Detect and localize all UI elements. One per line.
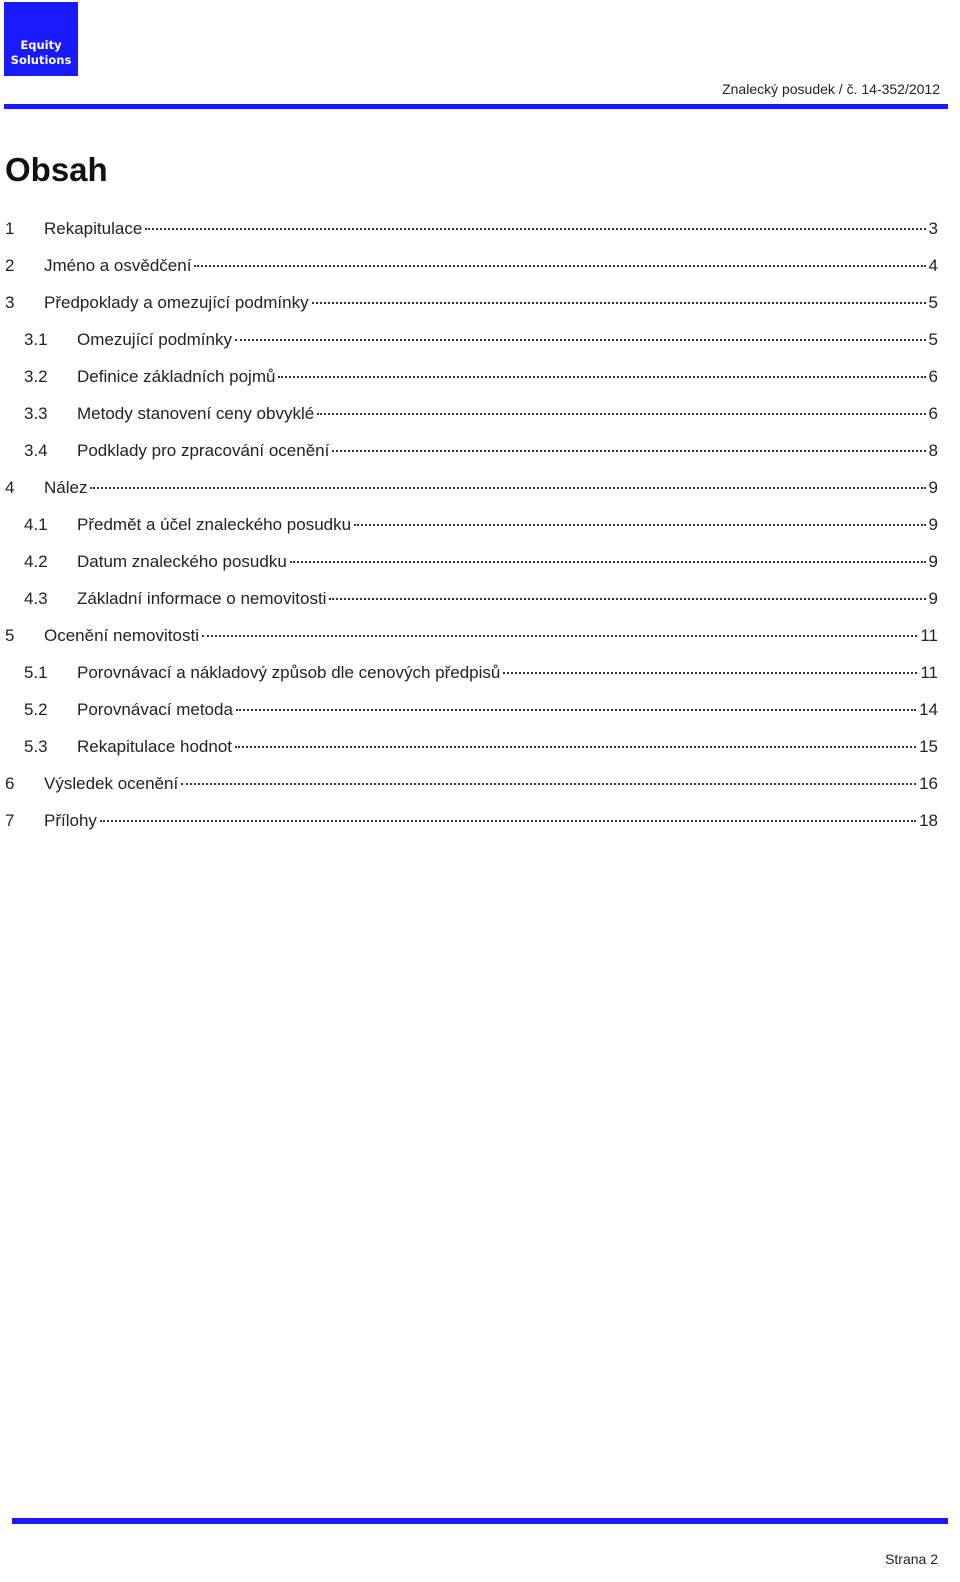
toc-entry-number: 3.3 — [24, 404, 48, 423]
toc-entry-page[interactable]: 9 — [928, 515, 938, 534]
toc-entry[interactable] — [0, 695, 938, 732]
toc-entry[interactable] — [0, 288, 938, 325]
page-number: Strana 2 — [885, 1551, 938, 1567]
dot-leader — [235, 746, 916, 748]
toc-entry-page[interactable]: 9 — [928, 552, 938, 571]
toc-entry-label[interactable]: Předmět a účel znaleckého posudku — [77, 515, 352, 534]
toc-entry-label[interactable]: Datum znaleckého posudku — [77, 552, 287, 571]
toc-entry[interactable] — [0, 658, 938, 695]
toc-entry[interactable] — [0, 362, 938, 399]
toc-entry-page[interactable]: 15 — [919, 737, 938, 756]
toc-entry-number: 6 — [5, 774, 15, 793]
toc-entry-page[interactable]: 11 — [920, 663, 938, 682]
table-of-contents — [0, 214, 938, 843]
header-divider — [4, 104, 948, 109]
toc-entry-number: 4.2 — [24, 552, 48, 571]
dot-leader — [317, 413, 925, 415]
toc-entry-number: 5.2 — [24, 700, 48, 719]
dot-leader — [503, 672, 917, 674]
dot-leader — [145, 228, 925, 230]
toc-entry-label[interactable]: Definice základních pojmů — [77, 367, 276, 386]
document-reference: Znalecký posudek / č. 14-352/2012 — [722, 81, 940, 97]
toc-entry-number: 7 — [5, 811, 15, 830]
dot-leader — [235, 339, 926, 341]
toc-entry[interactable] — [0, 251, 938, 288]
toc-entry-label[interactable]: Porovnávací metoda — [77, 700, 233, 719]
toc-entry[interactable] — [0, 436, 938, 473]
toc-entry-page[interactable]: 14 — [919, 700, 938, 719]
toc-entry-number: 4.3 — [24, 589, 48, 608]
toc-entry-page[interactable]: 5 — [928, 293, 938, 312]
toc-entry-label[interactable]: Přílohy — [44, 811, 97, 830]
dot-leader — [290, 561, 926, 563]
dot-leader — [100, 820, 916, 822]
toc-entry[interactable] — [0, 732, 938, 769]
toc-entry-label[interactable]: Omezující podmínky — [77, 330, 232, 349]
toc-entry-label[interactable]: Rekapitulace — [44, 219, 143, 238]
toc-entry-number: 2 — [5, 256, 15, 275]
toc-entry-page[interactable]: 16 — [919, 774, 938, 793]
dot-leader — [329, 598, 925, 600]
toc-entry-label[interactable]: Základní informace o nemovitosti — [77, 589, 327, 608]
toc-entry-number: 3 — [5, 293, 15, 312]
toc-entry-label[interactable]: Metody stanovení ceny obvyklé — [77, 404, 315, 423]
toc-entry-number: 1 — [5, 219, 15, 238]
toc-entry[interactable] — [0, 806, 938, 843]
toc-entry-label[interactable]: Jméno a osvědčení — [44, 256, 192, 275]
toc-entry-number: 4.1 — [24, 515, 48, 534]
dot-leader — [278, 376, 925, 378]
dot-leader — [90, 487, 925, 489]
toc-entry-page[interactable]: 5 — [928, 330, 938, 349]
footer-divider — [12, 1518, 948, 1524]
toc-entry-page[interactable]: 4 — [928, 256, 938, 275]
toc-entry[interactable] — [0, 547, 938, 584]
logo-line-2: Solutions — [10, 53, 72, 67]
toc-entry[interactable] — [0, 769, 938, 806]
toc-entry-label[interactable]: Ocenění nemovitosti — [44, 626, 199, 645]
toc-entry-page[interactable]: 6 — [928, 404, 938, 423]
toc-entry[interactable] — [0, 473, 938, 510]
toc-entry-number: 3.1 — [24, 330, 48, 349]
toc-entry-page[interactable]: 9 — [928, 589, 938, 608]
dot-leader — [194, 265, 925, 267]
toc-entry-page[interactable]: 18 — [919, 811, 938, 830]
dot-leader — [312, 302, 926, 304]
toc-entry-page[interactable]: 9 — [928, 478, 938, 497]
toc-entry[interactable] — [0, 325, 938, 362]
toc-entry[interactable] — [0, 214, 938, 251]
logo-line-1: Equity — [20, 38, 62, 52]
toc-entry-number: 3.4 — [24, 441, 48, 460]
toc-entry-page[interactable]: 8 — [928, 441, 938, 460]
toc-entry-page[interactable]: 3 — [928, 219, 938, 238]
toc-entry-label[interactable]: Nález — [44, 478, 88, 497]
toc-entry[interactable] — [0, 621, 938, 658]
toc-entry-label[interactable]: Porovnávací a nákladový způsob dle cenových předpisů — [77, 663, 501, 682]
toc-entry-page[interactable]: 11 — [920, 626, 938, 645]
toc-entry-number: 4 — [5, 478, 15, 497]
dot-leader — [332, 450, 925, 452]
toc-entry-label[interactable]: Rekapitulace hodnot — [77, 737, 233, 756]
dot-leader — [354, 524, 925, 526]
toc-entry[interactable] — [0, 399, 938, 436]
toc-entry-label[interactable]: Podklady pro zpracování ocenění — [77, 441, 330, 460]
toc-entry-number: 5 — [5, 626, 15, 645]
toc-entry-page[interactable]: 6 — [928, 367, 938, 386]
toc-entry[interactable] — [0, 584, 938, 621]
dot-leader — [181, 783, 916, 785]
toc-entry[interactable] — [0, 510, 938, 547]
toc-entry-number: 5.1 — [24, 663, 48, 682]
dot-leader — [202, 635, 917, 637]
toc-title: Obsah — [5, 151, 108, 188]
toc-entry-number: 3.2 — [24, 367, 48, 386]
toc-entry-label[interactable]: Předpoklady a omezující podmínky — [44, 293, 309, 312]
toc-entry-label[interactable]: Výsledek ocenění — [44, 774, 179, 793]
equity-solutions-logo — [4, 2, 78, 76]
toc-entry-number: 5.3 — [24, 737, 48, 756]
dot-leader — [236, 709, 916, 711]
